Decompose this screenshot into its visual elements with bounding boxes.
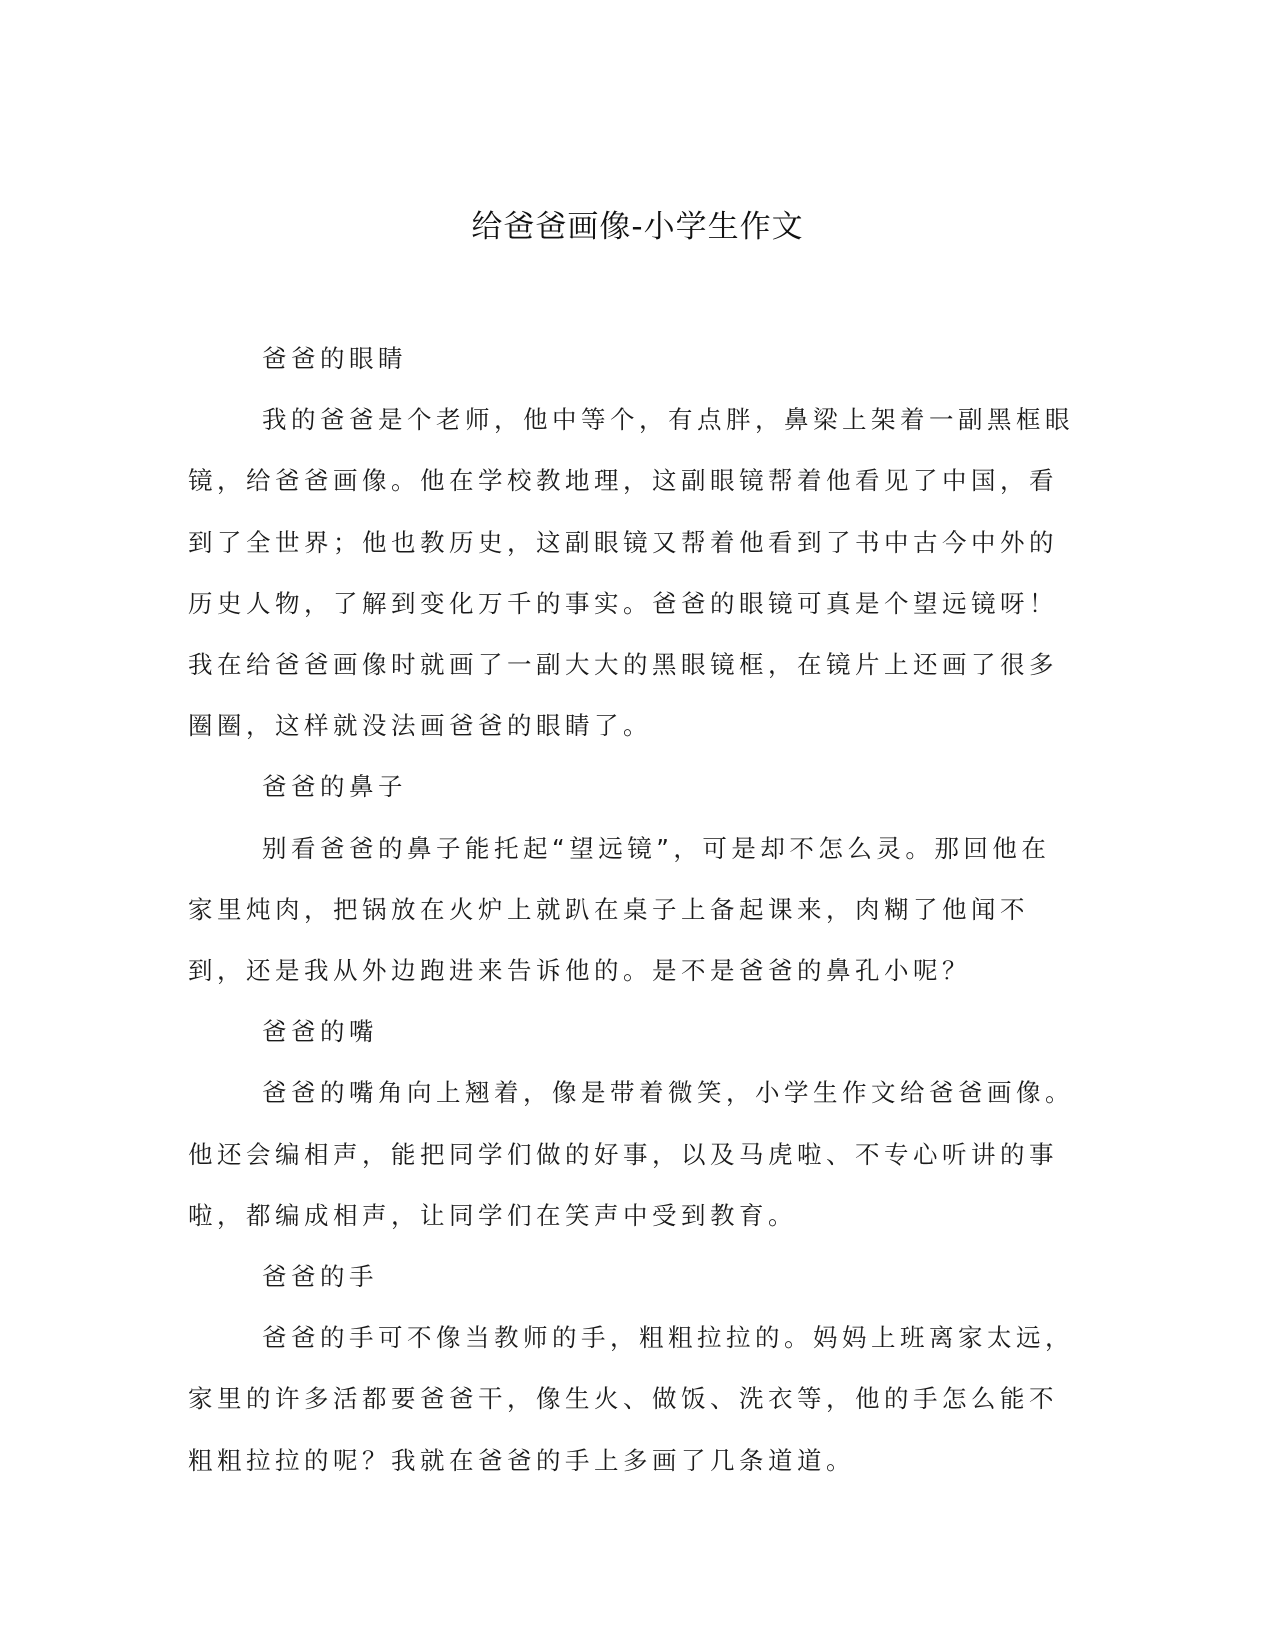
section-heading-mouth: 爸爸的嘴: [262, 1017, 378, 1047]
section-heading-eyes: 爸爸的眼睛: [262, 344, 407, 373]
paragraph-hands: 爸爸的手可不像当教师的手，粗粗拉拉的。妈妈上班离家太远，家里的许多活都要爸爸干，像生火、做饭、洗衣等，他的手怎么能不粗粗拉拉的呢？我就在爸爸的手上多画了几条道道。: [188, 1323, 1074, 1475]
paragraph-mouth: 爸爸的嘴角向上翘着，像是带着微笑，小学生作文给爸爸画像。他还会编相声，能把同学们做的好事，以及马虎啦、不专心听讲的事啦，都编成相声，让同学们在笑声中受到教育。: [188, 1078, 1074, 1230]
document-title: 给爸爸画像-小学生作文: [471, 209, 804, 245]
paragraph-nose: 别看爸爸的鼻子能托起“望远镜”，可是却不怎么灵。那回他在家里炖肉，把锅放在火炉上就趴在桌子上备起课来，肉糊了他闻不到，还是我从外边跑进来告诉他的。是不是爸爸的鼻孔小呢？: [188, 833, 1051, 986]
document-body: [188, 328, 1078, 1491]
section-heading-nose: 爸爸的鼻子: [262, 772, 407, 802]
paragraph-eyes: 我的爸爸是个老师，他中等个，有点胖，鼻梁上架着一副黑框眼镜，给爸爸画像。他在学校教地理，这副眼镜帮着他看见了中国，看到了全世界；他也教历史，这副眼镜又帮着他看到了书中古今中外的历史人物，了解到变化万千的事实。爸爸的眼镜可真是个望远镜呀！我在给爸爸画像时就画了一副大大的黑眼镜框，在镜片上还画了很多圈圈，这样就没法画爸爸的眼睛了。: [188, 405, 1074, 741]
section-heading-hands: 爸爸的手: [262, 1262, 378, 1292]
